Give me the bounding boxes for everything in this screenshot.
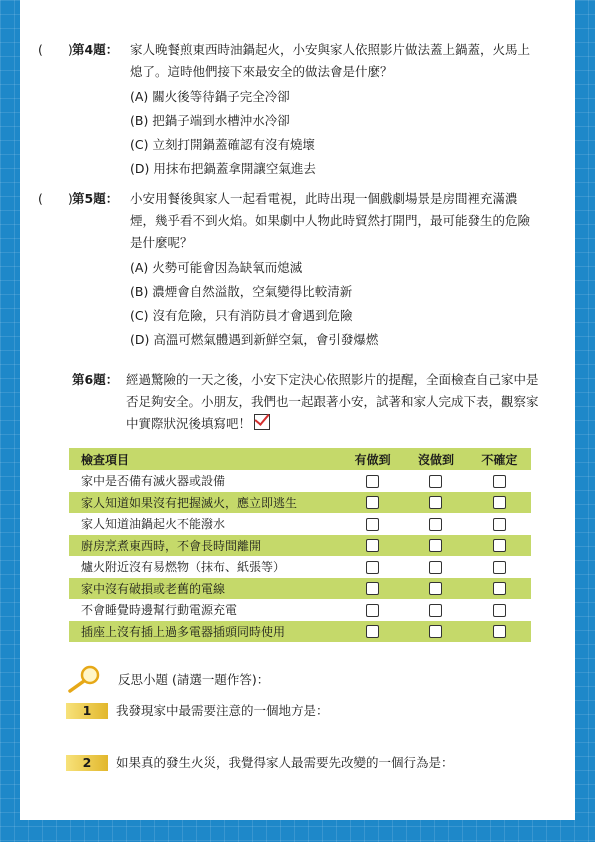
- question-text: 如果真的發生火災，我覺得家人最需要先改變的一個行為是：: [116, 755, 454, 770]
- option-b: (B) 濃煙會自然溢散，空氣變得比較清新: [130, 284, 353, 299]
- not-done-checkbox[interactable]: [429, 625, 442, 638]
- header-not-done: 沒做到: [404, 448, 467, 470]
- done-checkbox[interactable]: [366, 604, 379, 617]
- table-row: [69, 513, 531, 535]
- question-6: [72, 369, 542, 435]
- question-5: [38, 188, 538, 352]
- question-number: 2: [82, 755, 92, 770]
- question-number: 第5題：: [72, 191, 119, 206]
- question-number: 第6題：: [72, 372, 119, 387]
- unsure-checkbox[interactable]: [493, 518, 506, 531]
- not-done-checkbox[interactable]: [429, 604, 442, 617]
- checkbox-check-icon: [254, 414, 270, 430]
- check-item: 不會睡覺時邊幫行動電源充電: [81, 603, 238, 618]
- unsure-checkbox[interactable]: [493, 625, 506, 638]
- not-done-checkbox[interactable]: [429, 582, 442, 595]
- unsure-checkbox[interactable]: [493, 582, 506, 595]
- check-item: 廚房烹煮東西時，不會長時間離開: [69, 535, 341, 557]
- unsure-checkbox[interactable]: [493, 475, 506, 488]
- question-stem: [126, 369, 542, 435]
- done-checkbox[interactable]: [366, 625, 379, 638]
- option-list: [130, 256, 538, 352]
- done-checkbox[interactable]: [366, 582, 379, 595]
- table-row: [69, 578, 531, 600]
- answer-blank[interactable]: ( ): [38, 191, 73, 206]
- header-item: 檢查項目: [69, 448, 341, 470]
- check-item: 插座上沒有插上過多電器插頭同時使用: [69, 621, 341, 643]
- unsure-checkbox[interactable]: [493, 561, 506, 574]
- table-row: [69, 535, 531, 557]
- table-row: [69, 492, 531, 514]
- question-text: 我發現家中最需要注意的一個地方是：: [116, 703, 329, 718]
- option-d: (D) 用抹布把鍋蓋拿開讓空氣進去: [130, 161, 316, 176]
- option-a: (A) 關火後等待鍋子完全冷卻: [130, 89, 290, 104]
- check-item: 家人知道如果沒有把握滅火，應立即逃生: [69, 492, 341, 514]
- unsure-checkbox[interactable]: [493, 539, 506, 552]
- question-stem: 家人晚餐煎東西時油鍋起火，小安與家人依照影片做法蓋上鍋蓋，火馬上熄了。這時他們接下來最安全的做法會是什麼？: [130, 42, 531, 79]
- answer-blank[interactable]: ( ): [38, 42, 73, 57]
- option-d: (D) 高溫可燃氣體遇到新鮮空氣，會引發爆燃: [130, 332, 379, 347]
- reflection-section: [66, 664, 546, 694]
- unsure-checkbox[interactable]: [493, 604, 506, 617]
- not-done-checkbox[interactable]: [429, 475, 442, 488]
- check-item: 家中沒有破損或老舊的電線: [69, 578, 341, 600]
- not-done-checkbox[interactable]: [429, 561, 442, 574]
- option-list: [130, 85, 538, 181]
- home-safety-checklist: [69, 448, 531, 642]
- question-number: 第4題：: [72, 42, 119, 57]
- unsure-checkbox[interactable]: [493, 496, 506, 509]
- header-done: 有做到: [341, 448, 404, 470]
- check-item: 家人知道油鍋起火不能潑水: [81, 517, 226, 532]
- table-header-row: [69, 448, 531, 470]
- table-row: [69, 599, 531, 621]
- option-c: (C) 立刻打開鍋蓋確認有沒有燒壞: [130, 137, 315, 152]
- check-item: 爐火附近沒有易燃物（抹布、紙張等）: [81, 560, 286, 575]
- done-checkbox[interactable]: [366, 561, 379, 574]
- reflection-question-2: [66, 753, 546, 773]
- question-4: [38, 39, 538, 181]
- option-a: (A) 火勢可能會因為缺氧而熄滅: [130, 260, 303, 275]
- check-item: 家中是否備有滅火器或設備: [81, 474, 226, 489]
- reflection-title: 反思小題 (請選一題作答)：: [118, 672, 270, 687]
- not-done-checkbox[interactable]: [429, 518, 442, 531]
- done-checkbox[interactable]: [366, 496, 379, 509]
- not-done-checkbox[interactable]: [429, 496, 442, 509]
- table-row: [69, 556, 531, 578]
- option-b: (B) 把鍋子端到水槽沖水冷卻: [130, 113, 290, 128]
- reflection-question-1: [66, 701, 546, 721]
- not-done-checkbox[interactable]: [429, 539, 442, 552]
- option-c: (C) 沒有危險，只有消防員才會遇到危險: [130, 308, 353, 323]
- table-row: [69, 470, 531, 492]
- question-number: 1: [82, 703, 92, 718]
- done-checkbox[interactable]: [366, 539, 379, 552]
- question-stem-text: 經過驚險的一天之後，小安下定決心依照影片的提醒，全面檢查自己家中是否足夠安全。小朋友，我們也一起跟著小安，試著和家人完成下表，觀察家中實際狀況後填寫吧！: [126, 372, 539, 431]
- header-unsure: 不確定: [468, 448, 531, 470]
- table-row: [69, 621, 531, 643]
- done-checkbox[interactable]: [366, 475, 379, 488]
- question-stem: 小安用餐後與家人一起看電視，此時出現一個戲劇場景是房間裡充滿濃煙，幾乎看不到火焰。如果劇中人物此時貿然打開門，最可能發生的危險是什麼呢？: [130, 191, 531, 250]
- done-checkbox[interactable]: [366, 518, 379, 531]
- magnifier-icon: [66, 664, 106, 694]
